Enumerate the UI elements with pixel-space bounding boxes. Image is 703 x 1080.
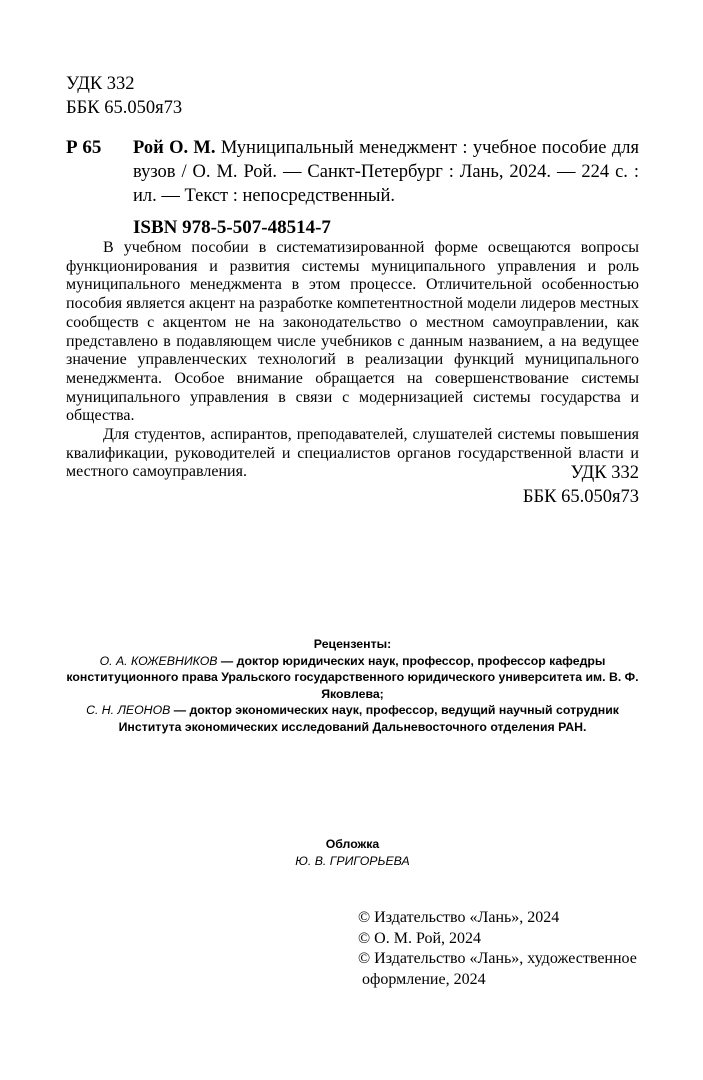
bibliographic-description: Муниципальный менеджмент : учебное пособие для вузов / О. М. Рой. — Санкт-Петербург : Лань, 2024. — 224 с. : ил. — Текст : непосредственный.	[133, 138, 639, 206]
udk-block-top	[66, 72, 182, 120]
author-mark: Р 65	[66, 137, 102, 158]
reviewers-heading: Рецензенты:	[313, 637, 392, 651]
cover-heading: Обложка	[325, 837, 380, 851]
bibliographic-record	[133, 136, 639, 208]
udk-block-bottom	[440, 461, 639, 509]
author-name: Рой О. М.	[133, 138, 216, 158]
reviewer-entry	[66, 702, 639, 735]
udk-code: УДК 332	[66, 74, 135, 94]
annotation	[66, 239, 639, 482]
copyright-line: © Издательство «Лань», 2024	[358, 909, 560, 926]
reviewer-name: С. Н. ЛЕОНОВ	[86, 703, 171, 717]
bbk-code: ББК 65.050я73	[522, 487, 639, 507]
copyright-block	[358, 908, 648, 990]
annotation-paragraph: В учебном пособии в систематизированной форме освещаются вопросы функционирования и развития системы муниципального управления и роль муниципального менеджмента в этом процессе. Отличительной особенностью пособия является акцент на разработке компетентностной модели лидеров местных сообществ с акцентом не на законодательство о местном самоуправлении, как представлено в подавляющем числе учебников с данным названием, а на ведущее значение управленческих технологий в реализации функций муниципального менеджмента. Особое внимание обращается на совершенствование системы муниципального управления в связи с модернизацией системы государства и общества.	[66, 239, 639, 425]
bbk-code: ББК 65.050я73	[66, 98, 183, 118]
reviewer-description: — доктор экономических наук, профессор, ведущий научный сотрудник Института экономических исследований Дальневосточного отделения РАН.	[118, 703, 619, 734]
copyright-line: оформление, 2024	[362, 970, 486, 988]
cover-designer: Ю. В. ГРИГОРЬЕВА	[295, 854, 410, 868]
reviewer-description: — доктор юридических наук, профессор, профессор кафедры конституционного права Уральского государственного юридического университета им. В. Ф. Яковлева;	[66, 653, 639, 701]
annotation-paragraph: Для студентов, аспирантов, преподавателей, слушателей системы повышения квалификации, руководителей и специалистов органов государственной власти и местного самоуправления.	[66, 426, 639, 481]
udk-code: УДК 332	[570, 463, 639, 483]
reviewer-entry	[66, 653, 639, 703]
reviewer-name: О. А. КОЖЕВНИКОВ	[99, 653, 218, 668]
copyright-line: © Издательство «Лань», художественное	[358, 950, 637, 967]
copyright-line: © О. М. Рой, 2024	[358, 929, 481, 947]
reviewers-block	[66, 636, 639, 735]
isbn: ISBN 978-5-507-48514-7	[133, 217, 331, 238]
cover-credit	[66, 836, 639, 870]
